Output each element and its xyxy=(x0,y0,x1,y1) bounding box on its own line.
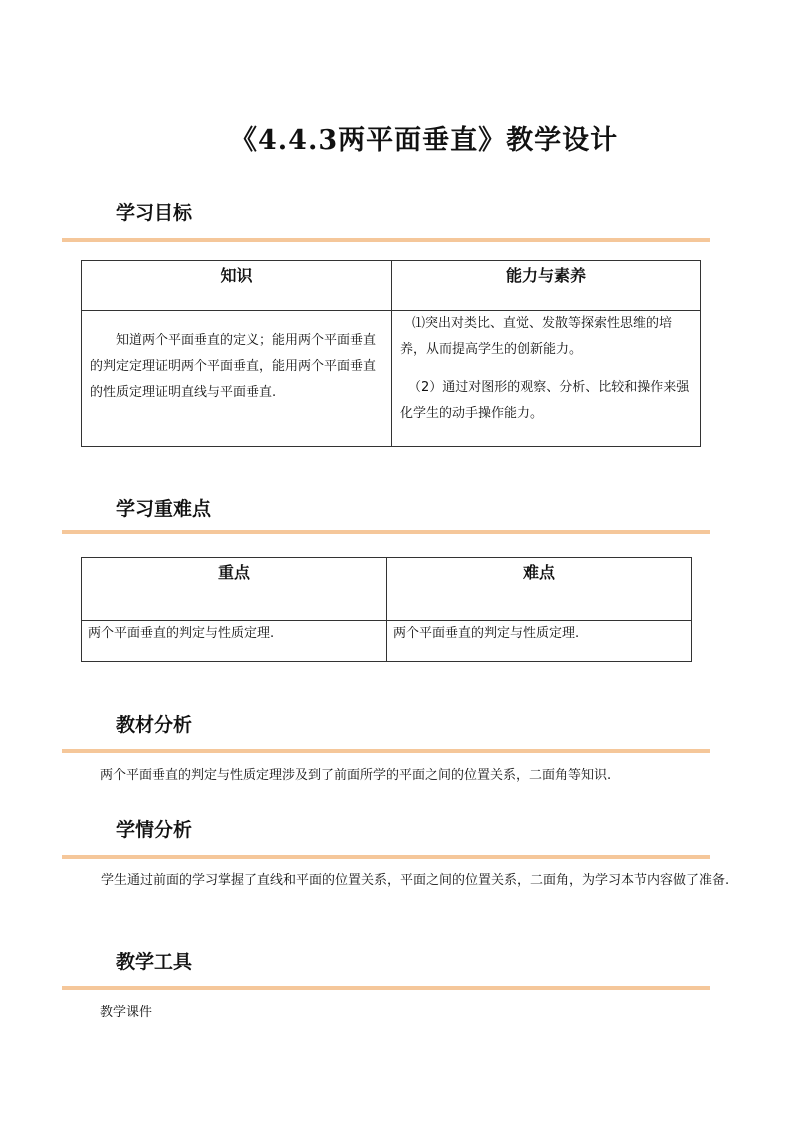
key-points-header-difficult: 难点 xyxy=(387,558,692,621)
objectives-table xyxy=(81,260,701,447)
key-points-table xyxy=(81,557,692,662)
page-title: 《4.4.3两平面垂直》教学设计 xyxy=(230,125,619,156)
ability-item-2: （2）通过对图形的观察、分析、比较和操作来强化学生的动手操作能力。 xyxy=(400,380,690,421)
difficult-point-cell: 两个平面垂直的判定与性质定理. xyxy=(387,621,692,662)
objectives-knowledge-cell: 知道两个平面垂直的定义；能用两个平面垂直的判定定理证明两个平面垂直，能用两个平面垂直的性质定理证明直线与平面垂直. xyxy=(82,311,392,447)
objectives-ability-cell xyxy=(392,311,701,447)
section-divider xyxy=(62,238,710,242)
textbook-analysis-text: 两个平面垂直的判定与性质定理涉及到了前面所学的平面之间的位置关系，二面角等知识. xyxy=(100,768,612,783)
section-divider xyxy=(62,855,710,859)
teaching-tools-text: 教学课件 xyxy=(100,1005,153,1020)
objectives-header-ability: 能力与素养 xyxy=(392,261,701,311)
key-point-cell: 两个平面垂直的判定与性质定理. xyxy=(82,621,387,662)
section-divider xyxy=(62,986,710,990)
section-heading-learners: 学情分析 xyxy=(116,819,193,841)
objectives-header-knowledge: 知识 xyxy=(82,261,392,311)
learner-analysis-text: 学生通过前面的学习掌握了直线和平面的位置关系，平面之间的位置关系，二面角，为学习本节内容做了准备. xyxy=(101,873,730,888)
key-points-header-key: 重点 xyxy=(82,558,387,621)
section-heading-tools: 教学工具 xyxy=(116,951,193,973)
section-divider xyxy=(62,749,710,753)
section-heading-textbook: 教材分析 xyxy=(116,714,193,736)
ability-item-1: ⑴突出对类比、直觉、发散等探索性思维的培养，从而提高学生的创新能力。 xyxy=(400,316,673,357)
section-heading-objectives: 学习目标 xyxy=(116,202,193,224)
section-divider xyxy=(62,530,710,534)
section-heading-key-points: 学习重难点 xyxy=(116,498,212,520)
